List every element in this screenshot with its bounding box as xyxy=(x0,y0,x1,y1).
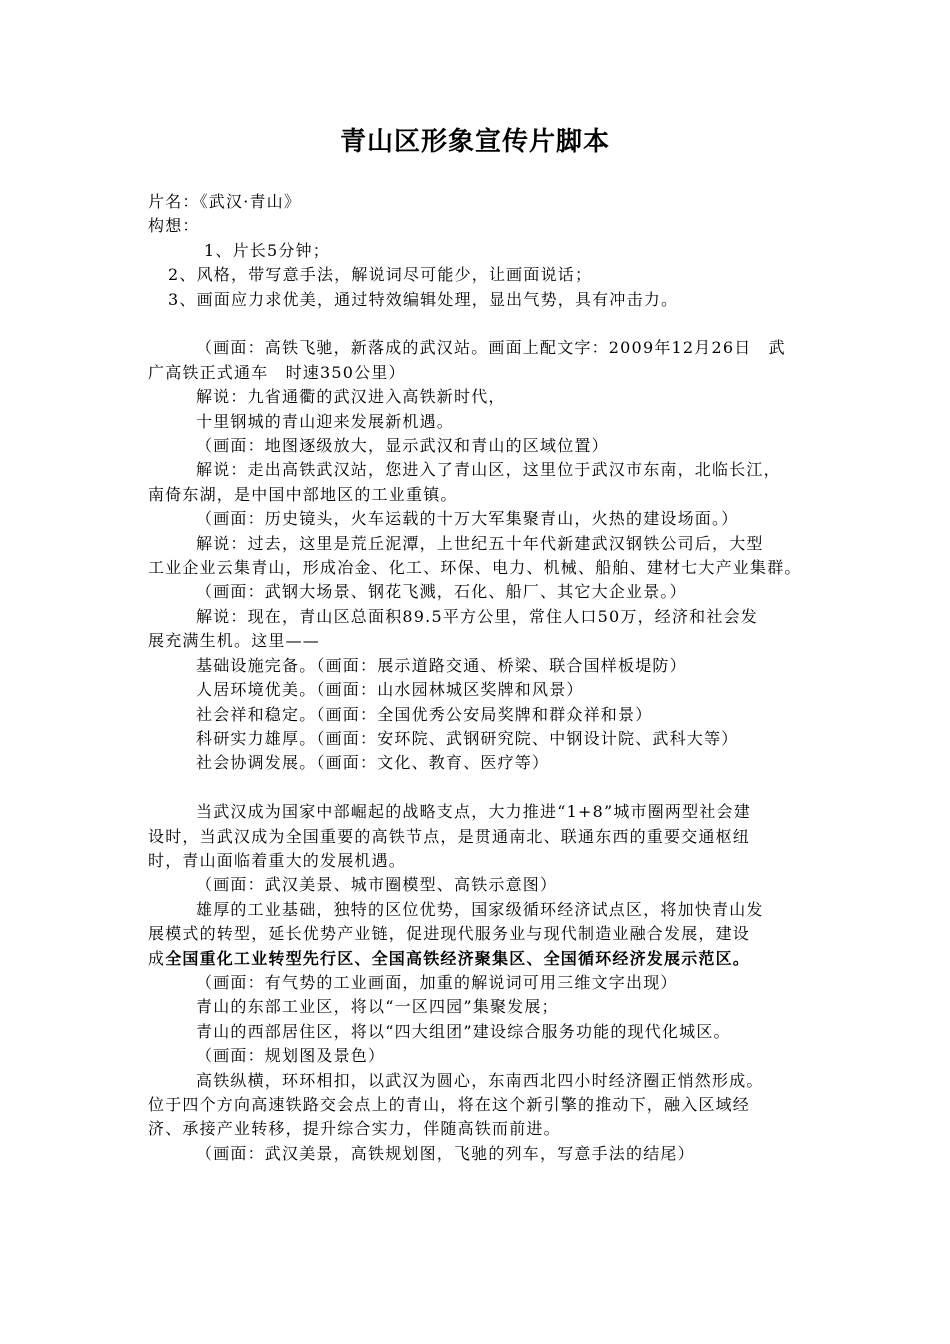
blank-line xyxy=(148,312,808,336)
scene-line: （画面：武汉美景、城市圈模型、高铁示意图） xyxy=(196,875,558,895)
document-title: 青山区形象宣传片脚本 xyxy=(339,127,610,157)
narration-line: 解说：九省通衢的武汉进入高铁新时代， xyxy=(196,387,506,407)
narration-line: 高铁纵横，环环相扣，以武汉为圆心，东南西北四小时经济圈正悄然形成。 xyxy=(196,1070,764,1090)
feature-line: 基础设施完备。（画面：展示道路交通、桥梁、联合国样板堤防） xyxy=(196,655,687,675)
scene-line: （画面：规划图及景色） xyxy=(196,1046,386,1066)
feature-line: 社会祥和稳定。（画面：全国优秀公安局奖牌和群众祥和景） xyxy=(196,704,653,724)
narration-line: 展模式的转型，延长优势产业链，促进现代服务业与现代制造业融合发展，建设 xyxy=(148,924,751,944)
scene-line: （画面：历史镜头，火车运载的十万大军集聚青山，火热的建设场面。） xyxy=(196,509,739,529)
feature-line: 科研实力雄厚。（画面：安环院、武钢研究院、中钢设计院、武科大等） xyxy=(196,728,739,748)
feature-line: 社会协调发展。（画面：文化、教育、医疗等） xyxy=(196,753,550,773)
concept-item: 3、画面应力求优美，通过特效编辑处理，显出气势，具有冲击力。 xyxy=(168,289,679,309)
narration-line: 青山的东部工业区，将以“一区四园”集聚发展； xyxy=(196,997,559,1017)
script-body xyxy=(148,190,808,1166)
goal-prefix: 成 xyxy=(148,948,166,968)
scene-line: （画面：武汉美景，高铁规划图，飞驰的列车，写意手法的结尾） xyxy=(196,1143,695,1163)
scene-line: 广高铁正式通车 时速350公里） xyxy=(148,362,406,382)
narration-line: 解说：过去，这里是荒丘泥潭，上世纪五十年代新建武汉钢铁公司后，大型 xyxy=(196,533,764,553)
blank-line xyxy=(148,776,808,800)
narration-line: 青山的西部居住区，将以“四大组团”建设综合服务功能的现代化城区。 xyxy=(196,1021,731,1041)
narration-line: 工业企业云集青山，形成冶金、化工、环保、电力、机械、船舶、建材七大产业集群。 xyxy=(148,558,802,578)
narration-line: 展充满生机。这里—— xyxy=(148,631,321,651)
concept-item: 1、片长5分钟； xyxy=(204,240,330,260)
narration-line: 当武汉成为国家中部崛起的战略支点，大力推进“1+8”城市圈两型社会建 xyxy=(196,802,751,822)
narration-line: 解说：现在，青山区总面积89.5平方公里，常住人口50万，经济和社会发 xyxy=(196,606,758,626)
concept-label: 构想： xyxy=(148,216,200,236)
feature-line: 人居环境优美。（画面：山水园林城区奖牌和风景） xyxy=(196,680,584,700)
goal-line xyxy=(148,947,808,971)
narration-line: 设时，当武汉成为全国重要的高铁节点，是贯通南北、联通东西的重要交通枢纽 xyxy=(148,826,751,846)
bold-goal-text: 全国重化工业转型先行区、全国高铁经济聚集区、全国循环经济发展示范区。 xyxy=(165,948,751,968)
scene-line: （画面：有气势的工业画面，加重的解说词可用三维文字出现） xyxy=(196,972,678,992)
narration-line: 济、承接产业转移，提升综合实力，伴随高铁而前进。 xyxy=(148,1119,561,1139)
narration-line: 雄厚的工业基础，独特的区位优势，国家级循环经济试点区，将加快青山发 xyxy=(196,899,764,919)
concept-item: 2、风格，带写意手法，解说词尽可能少，让画面说话； xyxy=(168,265,593,285)
film-name: 片名：《武汉·青山》 xyxy=(148,192,302,211)
narration-line: 位于四个方向高速铁路交会点上的青山，将在这个新引擎的推动下，融入区域经 xyxy=(148,1095,751,1114)
scene-line: （画面：武钢大场景、钢花飞溅，石化、船厂、其它大企业景。） xyxy=(196,582,687,602)
scene-line: （画面：地图逐级放大，显示武汉和青山的区域位置） xyxy=(196,436,609,456)
narration-line: 十里钢城的青山迎来发展新机遇。 xyxy=(196,411,455,431)
scene-line: （画面：高铁飞驰，新落成的武汉站。画面上配文字：2009年12月26日 武 xyxy=(196,338,786,358)
narration-line: 南倚东湖，是中国中部地区的工业重镇。 xyxy=(148,484,458,504)
narration-line: 时，青山面临着重大的发展机遇。 xyxy=(148,850,407,870)
narration-line: 解说：走出高铁武汉站，您进入了青山区，这里位于武汉市东南，北临长江， xyxy=(196,460,781,480)
